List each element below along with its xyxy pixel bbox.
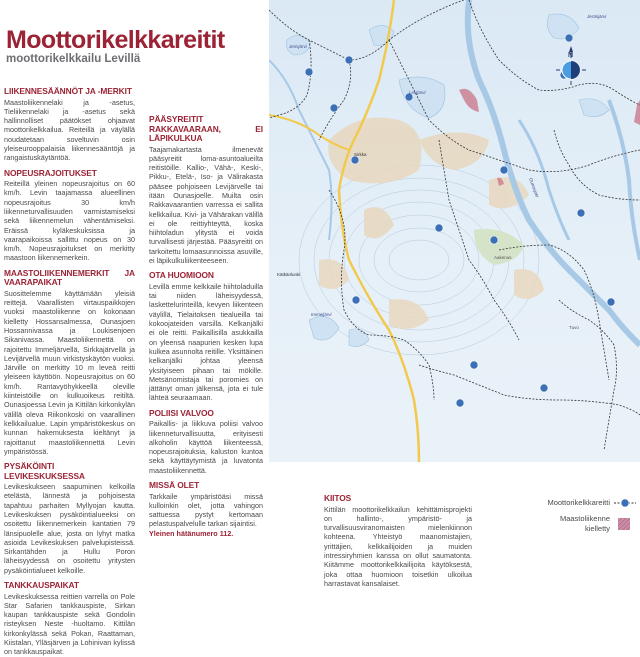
snowmobile-marker [352,296,360,304]
section-text: Tarkkaile ympäristöäsi missä kulloinkin olet, jotta vahingon sattuessa pystyt kertomaan pelastuspalvelulle tarkan sijaintisi. [149,491,263,529]
section-text: Paikallis- ja liikkuva poliisi valvoo liikenneturvallisuutta, erityisesti alkoholin käyttöä liikenteessä, nopeusrajoituksia, kaluston kuntoa sekä käyttäytymistä ja luvatonta maastoliikennettä. [149,419,263,475]
snowmobile-marker [470,361,478,369]
section-text: Reiteillä yleinen nopeusrajoitus on 60 km/h. Levin taajamassa alueellinen nopeusrajoitus 30 km/h liikenneturvallisuuden varmistamiseksi sekä liikennemelun vähentämiseksi. Eräissä kyläkeskuksissa ja vaarapaikoissa sallittu nopeus on 30 km/h. Nopeusrajoitukset on merkitty maastoon liikennemerkein. [4,179,135,263]
section-heading: LIIKENNESÄÄNNÖT JA -MERKIT [4,86,132,96]
section-heading: PYSÄKÖINTI LEVIKESKUKSESSA [4,461,85,481]
section-text: Suosittelemme käyttämään yleisiä reittejä. Vaarallisten virtauspaikkojen vuoksi maastoliikenne on kokonaan kielletty Hossansalmessa, Ounasjoen Hossannivassa ja Loukisenjoen Sikanivassa. Maastoliikennettä on rajoitettu Immeljärvellä, Sirkkajärvellä ja Levijärvellä muun virkistyskäytön vuoksi. Järville on merkitty 10 m leveä reitti yleiseen käyttöön. Nopeusrajoitus on 60 km/h. Rantavyöhykkeellä oleville kiinteistöille on kulkuoikeus reitiltä. Ounasjoessa Levin ja Kittilän kirkonkylän välillä oleva Riikonkoski on vaarallinen kelkkailualue. Lapin ympäristökeskus on kunnan hakemuksesta kieltänyt ja rajoittanut maastoliikennettä Levin ympäristössä. [4,288,135,456]
compass-north-label: N [568,52,574,59]
snowmobile-marker [500,166,508,174]
legend-item-restricted [486,514,636,534]
section-text: Kittilän moottorikelkkailun kehittämisprojekti on hallinto-, ympäristö- ja turvallisuusviranomaisten mielenkiinnon kohteena. Yhteistyö maanomistajien, yrittäjien, kelkkailijoiden ja muiden intressiryhmien kanssa on ollut saumatonta. Kiitämme moottorikelkkailijoita käytöksestä, joka ottaa huomioon toisetkin ulkoilua harrastavat kansalaiset. [324,504,472,588]
section-text: Maastoliikennelaki ja -asetus, Tieliikennelaki ja -asetus sekä hallinnolliset päätökset ohjaavat moottorikelkkailua. Reiteillä ja väylällä noudatetaan soveltuvin osin yleiseurooppalaisia liikennesääntöjä ja rangaistuskäytäntöä. [4,97,135,163]
snowmobile-marker [456,399,464,407]
snowmobile-marker [345,56,353,64]
map-label: Levijärvi [409,90,426,95]
legend-label: Maastoliikenne [559,514,610,523]
emergency-number: Yleinen hätänumero 112. [149,528,234,538]
section-take-note [149,271,263,402]
section-where-are-you [149,481,263,538]
section-heading: KIITOS [324,493,352,503]
snowmobile-routes [269,0,640,450]
section-heading: POLIISI VALVOO [149,407,214,418]
section-access-routes [149,115,263,265]
map-legend [486,498,636,540]
snowmobile-marker [577,209,585,217]
map-label: Ounasjoki [528,177,540,198]
page-subtitle: moottorikelkkailu Levillä [6,53,141,65]
section-heading: MISSÄ OLET [149,480,200,490]
secondary-road [269,115,349,150]
section-heading: PÄÄSYREITIT RAKKAVAARAAN, EI LÄPIKULKUA [149,114,263,143]
restricted-area-icon [614,517,636,531]
section-parking [4,462,135,575]
legend-item-route [486,498,636,508]
map-label: Sirkka [354,152,367,157]
section-police [149,409,263,475]
map-label: Jeräsjärvi [587,14,607,19]
map-label: Aakenus [494,255,512,260]
snowmobile-marker [607,298,615,306]
route-map[interactable] [269,0,640,462]
snowmobile-marker [565,34,573,42]
section-text: Taajamakartasta ilmenevät pääsyreitit loma-asuntoalueilta reitistöille. Kallio-, Vähä-, Keski-, Pikku-, Etelä-, Iso- ja Välirakasta pääsee pohjoiseen Levijärvelle tai itään Ounasjoelle. Muilta osin Rakkavaarantien varressa ei sallita kelkkailua. Kivi- ja Vähärakan välillä ei ole reittiyhteyttä, koska hiihtoladun ylitystä ei voida turvallisesti järjestää. Pääsyreitit on tarkoitettu lomaasunnoissa asuville, ei läpikulkuliikenteeseen. [149,144,263,266]
snowmobile-marker [490,236,498,244]
map-label: Tuvo [569,325,579,330]
section-heading: MAASTOLIIKENNEMERKIT JA VAARAPAIKAT [4,267,135,288]
page-title: Moottorikelkkareitit [6,26,225,54]
legend-label-group [560,514,610,534]
snowmobile-marker [351,156,359,164]
section-heading: NOPEUSRAJOITUKSET [4,167,97,178]
snowmobile-marker [330,104,338,112]
snowmobile-marker [305,68,313,76]
thanks-section [324,494,472,588]
map-graphics [269,0,640,462]
legend-label: kielletty [584,524,610,533]
snowmobile-marker [540,384,548,392]
snowmobile-marker [435,224,443,232]
section-heading: OTA HUOMIOON [149,270,214,281]
section-heading: TANKKAUSPAIKAT [4,580,79,591]
snowmobile-route-icon [614,498,636,508]
section-speed-limits [4,169,135,263]
section-fuel [4,581,135,657]
section-terrain-signs [4,269,135,456]
lakes [286,14,609,347]
text-column-2 [149,85,263,538]
section-traffic-rules [4,87,135,163]
text-column-1 [4,87,135,657]
section-text: Levillä emme kelkkaile hiihtoladuilla tai niiden läheisyydessä, laskettelurinteillä, kevyen liikenteen väylillä, Tielaitoksen tiealueilla tai kokoojateiden varsilla. Kelkanjälki ei ole reitti. Paikallisilla asukkailla on yleensä naapurien kesken lupa kulkea asunnolta reitille. Yksittäinen kelkanjälki johtaa yleensä yksityiseen pihaan tai mökille. Metsänomistaja tai poromies on jättänyt oman jälkensä, jota ei tule lähteä seuraamaan. [149,281,263,403]
map-label: Kätkänlunki [277,272,301,277]
map-label: Immeljärvi [311,312,332,317]
section-text: Levikeskuksessa reittien varrella on Pole Star Safarien tankkauspiste, Sirkan kaupan tankkauspiste sekä Gondolin risteyksen Neste -huoltamo. Kittilän kirkonkylässä sekä Pokan, Raattaman, Kiistalan, Ylläsjärven ja Lohinivan kylissä on tankkauspaikat. [4,591,135,657]
section-text: Levikeskukseen saapuminen kelkoilla etelästä, lännestä ja pohjoisesta tapahtuu parhaiten Myllyojan kautta. Levikeskuksen pysäköintialueeksi on osoitettu liikennemerkein kantatien 79 länsipuolelle alue, josta on lyhyt matka asioida Levikeskuksen palvelupisteissä. Sirkantähden ja Hullu Poron läheisyydessä on osoitettu yritysten pysäköintialueet kelkoille. [4,482,135,575]
legend-label: Moottorikelkkareitti [547,498,610,507]
rivers [269,0,640,345]
map-label: Jerisjärvi [289,44,307,49]
